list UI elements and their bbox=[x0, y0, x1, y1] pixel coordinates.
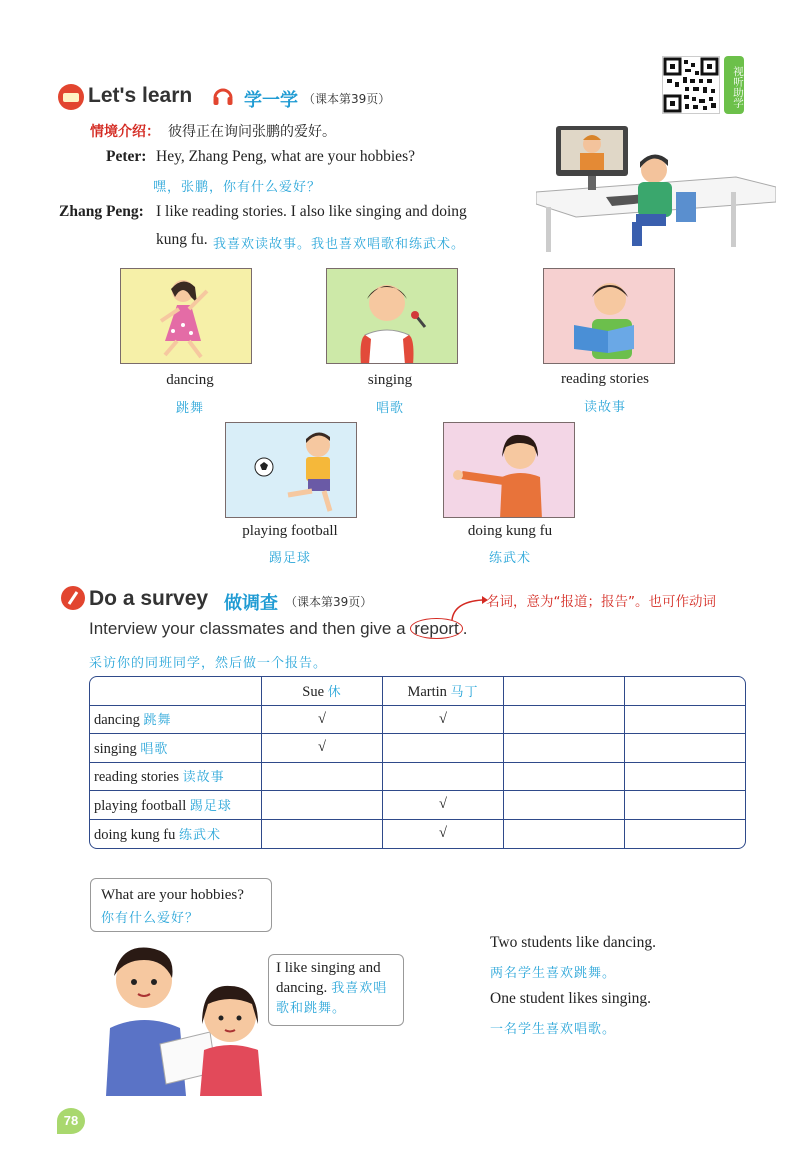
children-illustration bbox=[100, 932, 270, 1096]
header-martin-en: Martin bbox=[407, 683, 447, 700]
table-cell[interactable] bbox=[504, 791, 625, 820]
table-cell[interactable] bbox=[504, 763, 625, 792]
row-label-en: doing kung fu bbox=[94, 826, 176, 843]
row-label-cn: 跳舞 bbox=[143, 713, 172, 729]
row-label-en: singing bbox=[94, 740, 137, 757]
reading-stories-picture bbox=[543, 268, 675, 364]
table-cell[interactable] bbox=[383, 734, 504, 763]
row-label bbox=[90, 763, 262, 792]
headphones-icon bbox=[212, 85, 234, 107]
table-cell[interactable] bbox=[625, 763, 745, 792]
row-label-en: playing football bbox=[94, 797, 187, 814]
caption-singing: singing bbox=[367, 372, 413, 388]
table-cell[interactable] bbox=[504, 820, 625, 849]
header-cell-blank-2[interactable] bbox=[625, 677, 745, 706]
answer-bubble-en-1: I like singing and bbox=[276, 960, 381, 976]
table-cell[interactable]: √ bbox=[262, 734, 383, 763]
report-line-1-cn: 两名学生喜欢跳舞。 bbox=[490, 966, 617, 981]
learn-section-icon bbox=[58, 84, 84, 110]
survey-instruction-cn: 采访你的同班同学，然后做一个报告。 bbox=[89, 656, 328, 671]
caption-playing-football-cn: 踢足球 bbox=[268, 551, 311, 566]
table-cell[interactable] bbox=[625, 820, 745, 849]
table-cell[interactable] bbox=[262, 763, 383, 792]
row-label bbox=[90, 820, 262, 849]
survey-page-ref: （课本第39页） bbox=[285, 595, 373, 609]
video-chat-illustration bbox=[536, 122, 776, 252]
report-line-2-cn: 一名学生喜欢唱歌。 bbox=[490, 1022, 617, 1037]
qr-side-text: 视听助学 bbox=[732, 65, 744, 108]
table-cell[interactable]: √ bbox=[383, 791, 504, 820]
caption-doing-kung-fu-cn: 练武术 bbox=[488, 551, 531, 566]
survey-table bbox=[89, 676, 746, 849]
zhangpeng-line-1: I like reading stories. I also like singing and doing bbox=[156, 203, 467, 220]
table-row bbox=[90, 706, 745, 735]
caption-dancing-cn: 跳舞 bbox=[175, 401, 204, 416]
instruction-suffix: . bbox=[462, 619, 468, 638]
report-annotation: 名词，意为“报道；报告”。也可作动词 bbox=[486, 594, 716, 610]
answer-bubble-line-2 bbox=[276, 977, 396, 997]
row-label bbox=[90, 734, 262, 763]
playing-football-picture bbox=[225, 422, 357, 518]
annotation-arrow-icon bbox=[448, 592, 488, 622]
caption-dancing: dancing bbox=[166, 372, 214, 388]
table-cell[interactable] bbox=[504, 734, 625, 763]
table-cell[interactable] bbox=[504, 706, 625, 735]
doing-kung-fu-picture bbox=[443, 422, 575, 518]
row-label-en: reading stories bbox=[94, 769, 179, 786]
table-header-row bbox=[90, 677, 745, 706]
caption-reading-stories: reading stories bbox=[561, 371, 649, 387]
row-label-cn: 踢足球 bbox=[189, 798, 232, 814]
page-number: 78 bbox=[63, 1113, 79, 1128]
dancing-picture bbox=[120, 268, 252, 364]
header-cell-sue bbox=[262, 677, 383, 706]
question-bubble bbox=[90, 878, 272, 932]
qr-side-label bbox=[724, 56, 744, 114]
learn-title-cn: 学一学 bbox=[244, 90, 298, 111]
table-row bbox=[90, 734, 745, 763]
survey-title-en: Do a survey bbox=[89, 587, 209, 610]
caption-reading-stories-cn: 读故事 bbox=[583, 400, 626, 415]
row-label-cn: 读故事 bbox=[182, 770, 225, 786]
header-cell-empty bbox=[90, 677, 262, 706]
intro-label: 情境介绍： bbox=[90, 124, 160, 140]
answer-bubble-cn-1: 我喜欢唱 bbox=[331, 981, 388, 996]
table-cell[interactable] bbox=[625, 706, 745, 735]
singing-picture bbox=[326, 268, 458, 364]
survey-instruction bbox=[89, 619, 467, 639]
question-bubble-en: What are your hobbies? bbox=[101, 887, 244, 903]
table-cell[interactable]: √ bbox=[383, 820, 504, 849]
answer-bubble bbox=[268, 954, 404, 1026]
answer-bubble-en-2: dancing. bbox=[276, 980, 328, 996]
table-cell[interactable] bbox=[625, 734, 745, 763]
table-cell[interactable] bbox=[262, 820, 383, 849]
header-sue-en: Sue bbox=[302, 683, 325, 700]
answer-bubble-cn-2: 歌和跳舞。 bbox=[276, 1001, 347, 1016]
question-bubble-cn: 你有什么爱好？ bbox=[101, 911, 200, 926]
header-cell-blank-1[interactable] bbox=[504, 677, 625, 706]
learn-title-en: Let's learn bbox=[88, 84, 193, 107]
row-label bbox=[90, 791, 262, 820]
row-label-cn: 唱歌 bbox=[140, 741, 169, 757]
header-martin-cn: 马丁 bbox=[450, 684, 479, 700]
zhangpeng-line-cn: 我喜欢读故事。我也喜欢唱歌和练武术。 bbox=[213, 237, 466, 252]
row-label-en: dancing bbox=[94, 712, 140, 729]
table-row bbox=[90, 820, 745, 849]
peter-line-cn: 嘿，张鹏，你有什么爱好？ bbox=[153, 180, 322, 195]
report-line-2-en: One student likes singing. bbox=[490, 990, 652, 1007]
peter-line: Hey, Zhang Peng, what are your hobbies? bbox=[156, 148, 415, 165]
table-row bbox=[90, 763, 745, 792]
learn-page-ref: （课本第39页） bbox=[303, 92, 391, 106]
survey-section-icon bbox=[61, 586, 85, 610]
zhangpeng-speaker: Zhang Peng: bbox=[59, 203, 144, 220]
caption-singing-cn: 唱歌 bbox=[375, 401, 404, 416]
zhangpeng-line-2: kung fu. bbox=[156, 231, 208, 248]
instruction-report-word: report bbox=[410, 618, 462, 639]
caption-playing-football: playing football bbox=[242, 523, 338, 539]
instruction-prefix: Interview your classmates and then give a bbox=[89, 619, 411, 638]
peter-speaker: Peter: bbox=[106, 148, 147, 165]
table-cell[interactable] bbox=[625, 791, 745, 820]
intro-text: 彼得正在询问张鹏的爱好。 bbox=[168, 124, 336, 140]
qr-code[interactable] bbox=[662, 56, 720, 114]
header-cell-martin bbox=[383, 677, 504, 706]
report-line-1-en: Two students like dancing. bbox=[490, 934, 656, 951]
table-cell[interactable]: √ bbox=[262, 706, 383, 735]
table-row bbox=[90, 791, 745, 820]
table-cell[interactable] bbox=[383, 763, 504, 792]
row-label bbox=[90, 706, 262, 735]
survey-title-cn: 做调查 bbox=[224, 593, 278, 614]
table-cell[interactable]: √ bbox=[383, 706, 504, 735]
caption-doing-kung-fu: doing kung fu bbox=[467, 523, 553, 539]
header-sue-cn: 休 bbox=[327, 684, 342, 700]
row-label-cn: 练武术 bbox=[178, 827, 221, 843]
table-cell[interactable] bbox=[262, 791, 383, 820]
page-number-badge bbox=[57, 1108, 85, 1134]
